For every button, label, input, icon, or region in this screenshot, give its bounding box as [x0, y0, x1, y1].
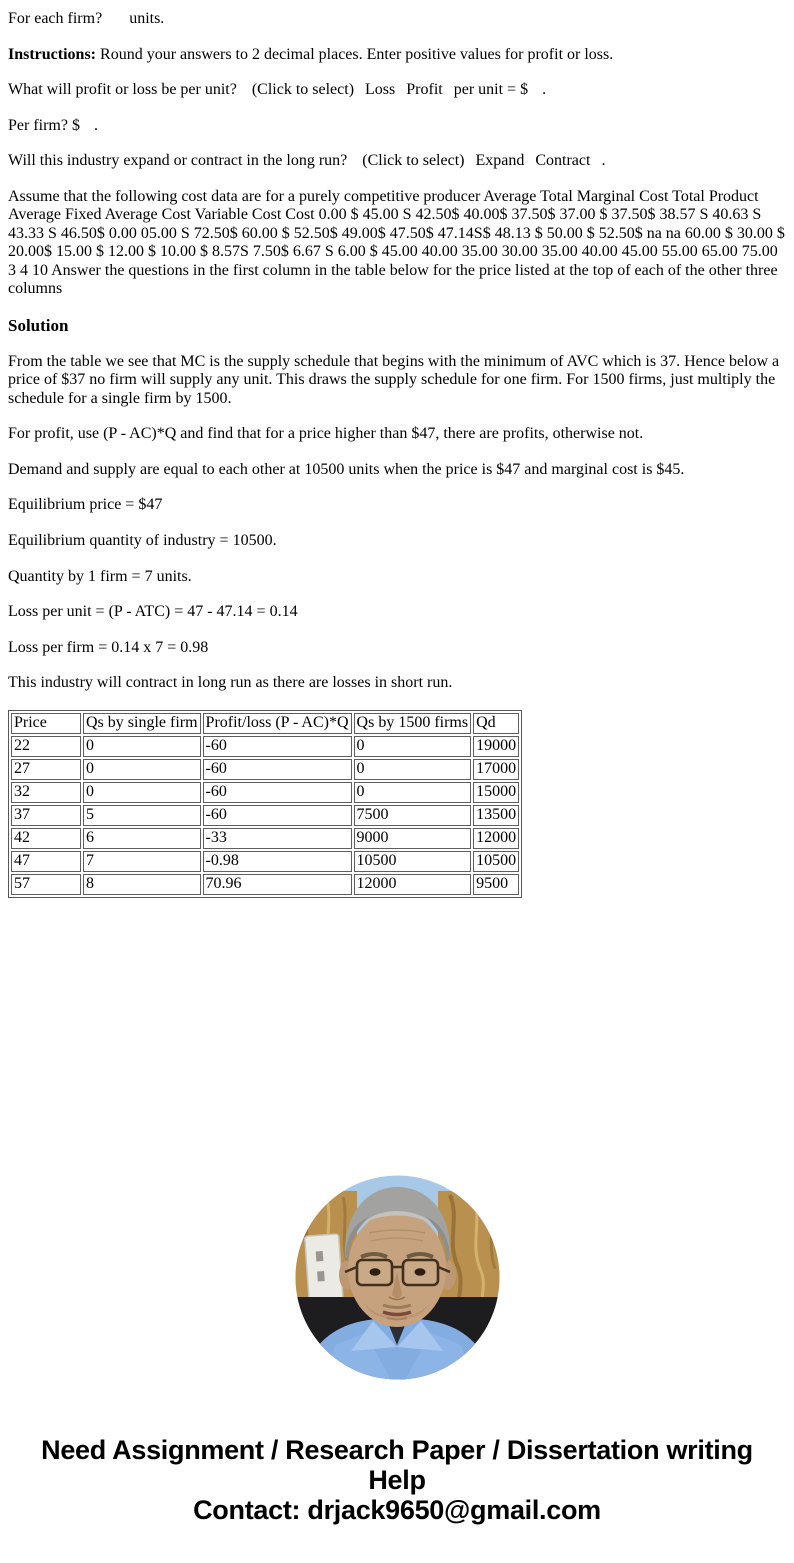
cell-qd: 12000: [473, 828, 519, 849]
solution-paragraph: Equilibrium quantity of industry = 10500.: [8, 532, 277, 550]
cell-profit-loss: 70.96: [203, 874, 352, 895]
blank-space: [8, 898, 786, 1175]
cell-qs-single: 8: [83, 874, 201, 895]
avatar-container: [8, 1175, 786, 1386]
instructions-line: [8, 46, 786, 65]
solution-paragraph: Loss per firm = 0.14 x 7 = 0.98: [8, 638, 209, 656]
results-table: [8, 710, 522, 898]
table-row: [11, 782, 519, 803]
solution-paragraph: From the table we see that MC is the supply schedule that begins with the minimum of AVC which is 37. Hence below a price of $37 no firm will supply any unit. This draws the supply schedule for one firm. For 1500 firms, just multiply the schedule for a single firm by 1500.: [8, 352, 780, 407]
instructions-label: Instructions:: [8, 45, 97, 63]
cell-profit-loss: -0.98: [203, 851, 352, 872]
period-text: .: [542, 81, 547, 99]
cell-qd: 19000: [473, 736, 519, 757]
profit-per-unit-question: What will profit or loss be per unit?: [8, 81, 237, 99]
expand-contract-select[interactable]: (Click to select): [362, 152, 465, 170]
cell-price: 47: [11, 851, 81, 872]
avatar-photo: [295, 1175, 500, 1380]
cell-qs-single: 5: [83, 805, 201, 826]
cell-qs-single: 0: [83, 782, 201, 803]
blank-space: [8, 1385, 786, 1435]
header-price: Price: [11, 713, 81, 734]
period-text: .: [601, 152, 606, 170]
option-loss[interactable]: Loss: [365, 81, 396, 99]
table-header-row: [11, 713, 519, 734]
header-qs-1500-firms: Qs by 1500 firms: [354, 713, 472, 734]
cell-qd: 17000: [473, 759, 519, 780]
table-row: [11, 874, 519, 895]
solution-paragraph: Demand and supply are equal to each other at 10500 units when the price is $47 and marginal cost is $45.: [8, 460, 685, 478]
cell-price: 57: [11, 874, 81, 895]
header-qd: Qd: [473, 713, 519, 734]
expand-contract-question: Will this industry expand or contract in the long run?: [8, 152, 348, 170]
cell-qs-1500: 0: [354, 736, 472, 757]
table-row: [11, 736, 519, 757]
footer-contact-text: Contact: drjack9650@gmail.com: [193, 1495, 601, 1526]
cell-qs-1500: 12000: [354, 874, 472, 895]
solution-paragraph: Loss per unit = (P - ATC) = 47 - 47.14 = 0.14: [8, 603, 298, 621]
cell-profit-loss: -33: [203, 828, 352, 849]
option-expand[interactable]: Expand: [475, 152, 525, 170]
question-line-for-each-firm: [8, 10, 786, 29]
period-text: .: [93, 116, 98, 134]
table-row: [11, 759, 519, 780]
profit-loss-select[interactable]: (Click to select): [251, 81, 355, 99]
cell-qd: 9500: [473, 874, 519, 895]
table-row: [11, 805, 519, 826]
cell-qs-single: 6: [83, 828, 201, 849]
for-each-firm-text: For each firm?: [8, 10, 103, 27]
per-firm-question: Per firm? $: [8, 116, 80, 134]
cell-qs-1500: 10500: [354, 851, 472, 872]
cell-qd: 13500: [473, 805, 519, 826]
cell-qs-1500: 0: [354, 759, 472, 780]
blank-space: [8, 1525, 786, 1555]
solution-heading: Solution: [8, 316, 69, 336]
cell-qs-single: 0: [83, 736, 201, 757]
option-profit[interactable]: Profit: [406, 81, 443, 99]
cell-qd: 10500: [473, 851, 519, 872]
cell-qs-single: 0: [83, 759, 201, 780]
solution-paragraph: This industry will contract in long run as there are losses in short run.: [8, 674, 453, 692]
question-line-expand-contract: [8, 152, 786, 171]
question-line-profit-per-unit: [8, 81, 786, 100]
cell-price: 37: [11, 805, 81, 826]
cell-profit-loss: -60: [203, 805, 352, 826]
cell-profit-loss: -60: [203, 759, 352, 780]
table-row: [11, 828, 519, 849]
cell-qs-1500: 7500: [354, 805, 472, 826]
cell-qd: 15000: [473, 782, 519, 803]
cell-qs-single: 7: [83, 851, 201, 872]
cell-price: 42: [11, 828, 81, 849]
question-line-per-firm: [8, 117, 786, 136]
table-row: [11, 851, 519, 872]
solution-paragraph: Equilibrium price = $47: [8, 496, 163, 514]
header-profit-loss: Profit/loss (P - AC)*Q: [203, 713, 352, 734]
per-unit-equals-text: per unit = $: [453, 81, 529, 99]
cell-price: 22: [11, 736, 81, 757]
cell-profit-loss: -60: [203, 736, 352, 757]
cell-profit-loss: -60: [203, 782, 352, 803]
footer-banner: [14, 1435, 780, 1525]
solution-paragraph: For profit, use (P - AC)*Q and find that for a price higher than $47, there are profits, otherwise not.: [8, 425, 644, 443]
cell-qs-1500: 9000: [354, 828, 472, 849]
cell-price: 32: [11, 782, 81, 803]
solution-paragraph: Quantity by 1 firm = 7 units.: [8, 567, 192, 585]
header-qs-single-firm: Qs by single firm: [83, 713, 201, 734]
cell-price: 27: [11, 759, 81, 780]
option-contract[interactable]: Contract: [535, 152, 591, 170]
problem-statement: Assume that the following cost data are for a purely competitive producer Average Total Marginal Cost Total Product Average Fixed Average Cost Variable Cost Cost 0.00 $ 45.00 S 42.50$ 40.00$ 37.50$ 37.00 $ 37.50$ 38.57 S 40.63 S 43.33 S 46.50$ 0.00 05.00 S 72.50$ 60.00 $ 52.50$ 49.00$ 47.50$ 47.14S$ 48.13 $ 50.00 $ 52.50$ na na 60.00 $ 30.00 $ 20.00$ 15.00 $ 12.00 $ 10.00 $ 8.57S 7.50$ 6.67 S 6.00 $ 45.00 40.00 35.00 30.00 35.00 40.00 45.00 55.00 65.00 75.00 3 4 10 Answer the questions in the first column in the table below for the price listed at the top of each of the other three columns: [8, 187, 785, 298]
cell-qs-1500: 0: [354, 782, 472, 803]
units-text: units.: [129, 10, 165, 27]
instructions-text: Round your answers to 2 decimal places. Enter positive values for profit or loss.: [100, 45, 614, 63]
footer-help-text: Need Assignment / Research Paper / Dissertation writing Help: [41, 1435, 753, 1496]
